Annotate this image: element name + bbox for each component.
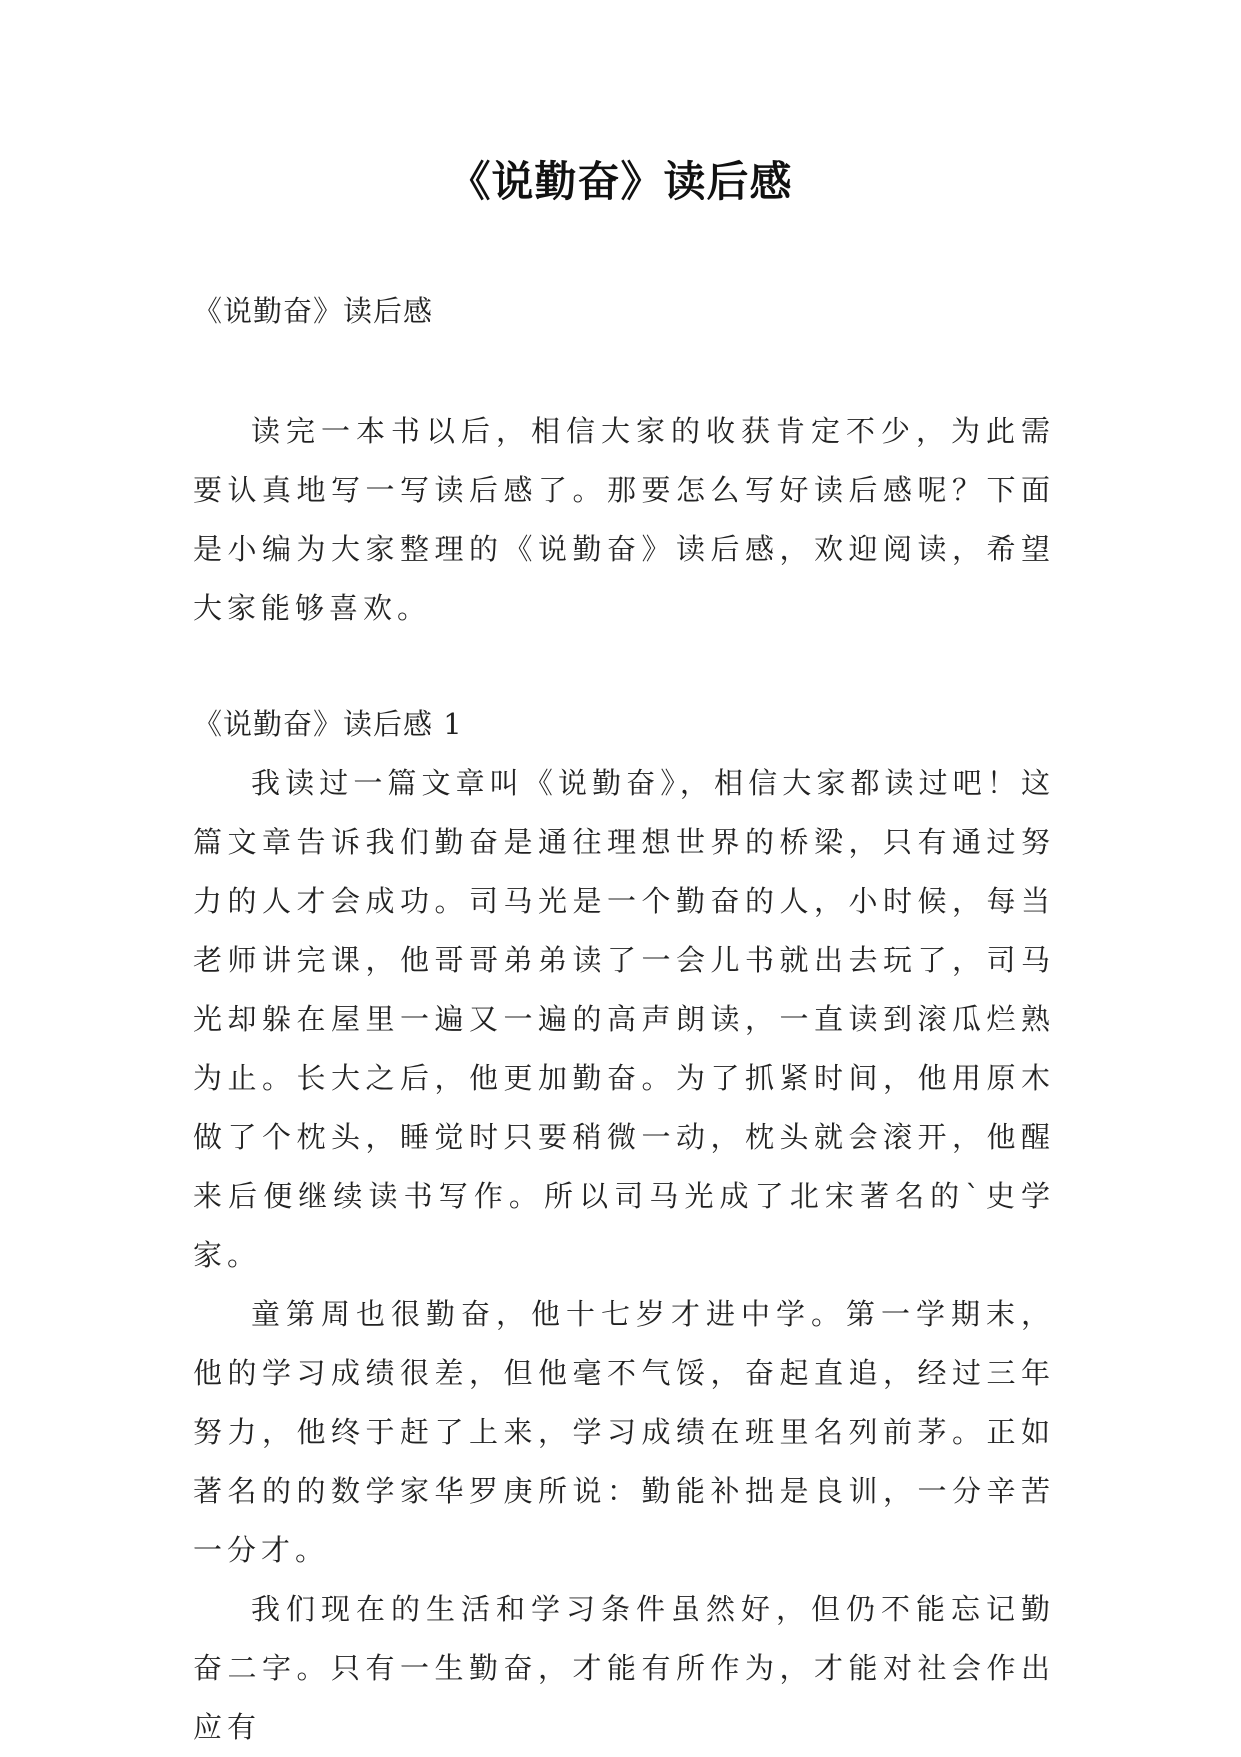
section-1-heading: 《说勤奋》读后感 1 <box>193 707 463 741</box>
section-1-paragraph-1: 我读过一篇文章叫《说勤奋》，相信大家都读过吧！这篇文章告诉我们勤奋是通往理想世界的桥梁，只有通过努力的人才会成功。司马光是一个勤奋的人，小时候，每当老师讲完课，他哥哥弟弟读了一会儿书就出去玩了，司马光却躲在屋里一遍又一遍的高声朗读，一直读到滚瓜烂熟为止。长大之后，他更加勤奋。为了抓紧时间，他用原木做了个枕头，睡觉时只要稍微一动，枕头就会滚开，他醒来后便继续读书写作。所以司马光成了北宋著名的`史学家。 <box>193 766 1055 1272</box>
section-1-paragraph-3: 我们现在的生活和学习条件虽然好，但仍不能忘记勤奋二字。只有一生勤奋，才能有所作为，才能对社会作出应有 <box>193 1592 1055 1744</box>
intro-paragraph: 读完一本书以后，相信大家的收获肯定不少，为此需要认真地写一写读后感了。那要怎么写好读后感呢？下面是小编为大家整理的《说勤奋》读后感，欢迎阅读，希望大家能够喜欢。 <box>193 414 1055 625</box>
document-title: 《说勤奋》读后感 <box>448 157 793 206</box>
document-subtitle: 《说勤奋》读后感 <box>193 294 434 328</box>
section-1 <box>193 695 1055 1757</box>
section-1-paragraph-2: 童第周也很勤奋，他十七岁才进中学。第一学期末，他的学习成绩很差，但他毫不气馁，奋起直追，经过三年努力，他终于赶了上来，学习成绩在班里名列前茅。正如著名的的数学家华罗庚所说：勤能补拙是良训，一分辛苦一分才。 <box>193 1297 1055 1567</box>
